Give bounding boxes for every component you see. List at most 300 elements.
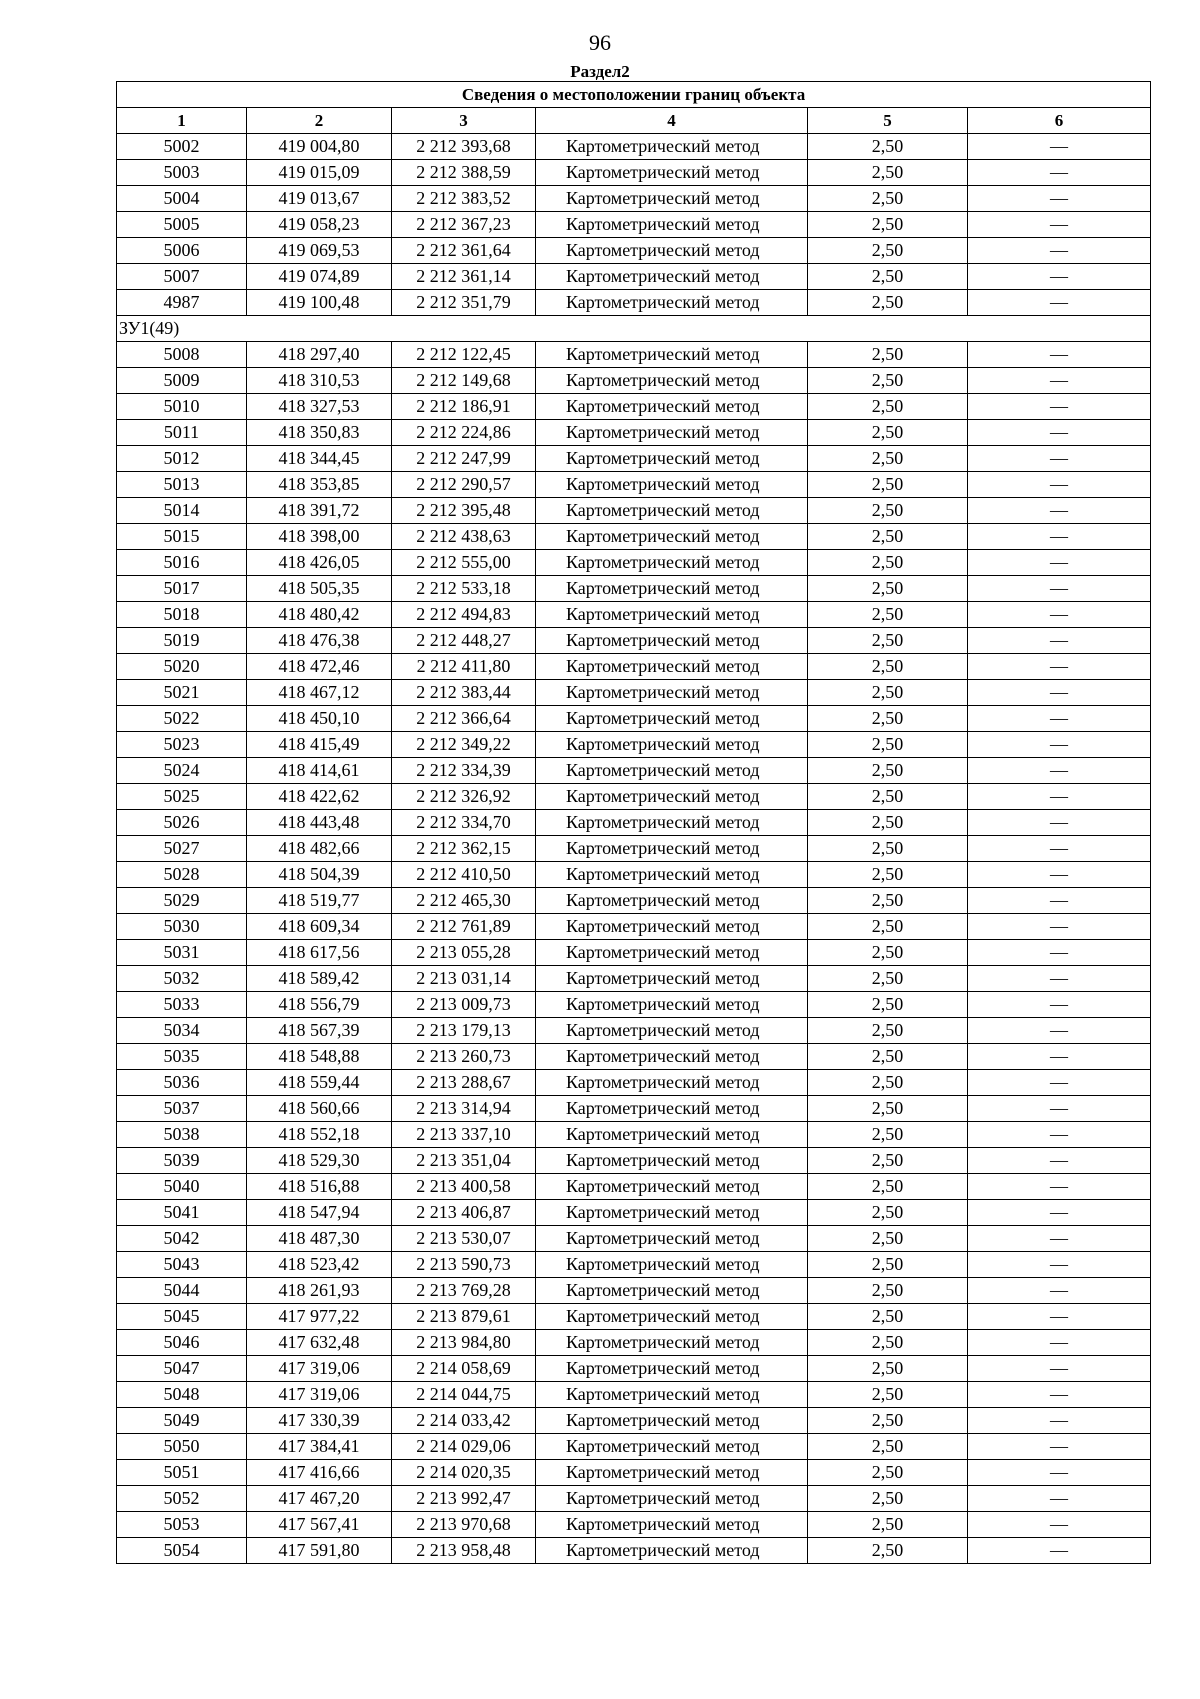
method-cell: Картометрический метод	[536, 1434, 808, 1460]
y-coordinate-cell: 2 212 383,44	[392, 680, 536, 706]
precision-cell: 2,50	[808, 394, 968, 420]
x-coordinate-cell: 418 480,42	[247, 602, 392, 628]
point-number-cell: 5042	[117, 1226, 247, 1252]
y-coordinate-cell: 2 213 769,28	[392, 1278, 536, 1304]
y-coordinate-cell: 2 212 367,23	[392, 212, 536, 238]
x-coordinate-cell: 418 505,35	[247, 576, 392, 602]
method-cell: Картометрический метод	[536, 758, 808, 784]
method-cell: Картометрический метод	[536, 1408, 808, 1434]
point-number-cell: 5005	[117, 212, 247, 238]
y-coordinate-cell: 2 213 992,47	[392, 1486, 536, 1512]
point-number-cell: 5020	[117, 654, 247, 680]
y-coordinate-cell: 2 212 494,83	[392, 602, 536, 628]
y-coordinate-cell: 2 214 029,06	[392, 1434, 536, 1460]
point-number-cell: 5002	[117, 134, 247, 160]
description-cell: —	[968, 602, 1151, 628]
table-row	[117, 1200, 1151, 1226]
table-row	[117, 1278, 1151, 1304]
precision-cell: 2,50	[808, 1538, 968, 1564]
description-cell: —	[968, 1434, 1151, 1460]
precision-cell: 2,50	[808, 498, 968, 524]
y-coordinate-cell: 2 212 411,80	[392, 654, 536, 680]
method-cell: Картометрический метод	[536, 654, 808, 680]
precision-cell: 2,50	[808, 1148, 968, 1174]
precision-cell: 2,50	[808, 1408, 968, 1434]
point-number-cell: 5032	[117, 966, 247, 992]
x-coordinate-cell: 417 591,80	[247, 1538, 392, 1564]
method-cell: Картометрический метод	[536, 1486, 808, 1512]
point-number-cell: 5003	[117, 160, 247, 186]
description-cell: —	[968, 1148, 1151, 1174]
precision-cell: 2,50	[808, 290, 968, 316]
table-row	[117, 342, 1151, 368]
y-coordinate-cell: 2 212 395,48	[392, 498, 536, 524]
method-cell: Картометрический метод	[536, 1174, 808, 1200]
x-coordinate-cell: 418 519,77	[247, 888, 392, 914]
y-coordinate-cell: 2 212 149,68	[392, 368, 536, 394]
y-coordinate-cell: 2 213 406,87	[392, 1200, 536, 1226]
x-coordinate-cell: 418 552,18	[247, 1122, 392, 1148]
method-cell: Картометрический метод	[536, 1148, 808, 1174]
description-cell: —	[968, 498, 1151, 524]
table-row	[117, 1512, 1151, 1538]
group-label: ЗУ1(49)	[117, 316, 1151, 342]
method-cell: Картометрический метод	[536, 1538, 808, 1564]
point-number-cell: 5038	[117, 1122, 247, 1148]
method-cell: Картометрический метод	[536, 134, 808, 160]
y-coordinate-cell: 2 214 033,42	[392, 1408, 536, 1434]
x-coordinate-cell: 417 632,48	[247, 1330, 392, 1356]
table-row	[117, 1096, 1151, 1122]
x-coordinate-cell: 418 523,42	[247, 1252, 392, 1278]
x-coordinate-cell: 418 350,83	[247, 420, 392, 446]
description-cell: —	[968, 1096, 1151, 1122]
precision-cell: 2,50	[808, 1070, 968, 1096]
precision-cell: 2,50	[808, 1330, 968, 1356]
coordinates-table	[116, 81, 1151, 1564]
table-row	[117, 1460, 1151, 1486]
method-cell: Картометрический метод	[536, 940, 808, 966]
table-caption-row	[117, 82, 1151, 108]
x-coordinate-cell: 418 297,40	[247, 342, 392, 368]
table-row	[117, 550, 1151, 576]
table-row	[117, 238, 1151, 264]
x-coordinate-cell: 419 069,53	[247, 238, 392, 264]
table-row	[117, 134, 1151, 160]
x-coordinate-cell: 418 476,38	[247, 628, 392, 654]
description-cell: —	[968, 1460, 1151, 1486]
table-row	[117, 1122, 1151, 1148]
point-number-cell: 5023	[117, 732, 247, 758]
method-cell: Картометрический метод	[536, 1044, 808, 1070]
point-number-cell: 5015	[117, 524, 247, 550]
precision-cell: 2,50	[808, 186, 968, 212]
table-row	[117, 888, 1151, 914]
description-cell: —	[968, 1512, 1151, 1538]
method-cell: Картометрический метод	[536, 1252, 808, 1278]
precision-cell: 2,50	[808, 238, 968, 264]
y-coordinate-cell: 2 213 400,58	[392, 1174, 536, 1200]
description-cell: —	[968, 1486, 1151, 1512]
x-coordinate-cell: 418 516,88	[247, 1174, 392, 1200]
description-cell: —	[968, 1538, 1151, 1564]
x-coordinate-cell: 417 567,41	[247, 1512, 392, 1538]
method-cell: Картометрический метод	[536, 1460, 808, 1486]
table-row	[117, 160, 1151, 186]
x-coordinate-cell: 418 450,10	[247, 706, 392, 732]
description-cell: —	[968, 524, 1151, 550]
point-number-cell: 5007	[117, 264, 247, 290]
precision-cell: 2,50	[808, 264, 968, 290]
table-row	[117, 1044, 1151, 1070]
y-coordinate-cell: 2 213 179,13	[392, 1018, 536, 1044]
y-coordinate-cell: 2 212 448,27	[392, 628, 536, 654]
description-cell: —	[968, 1382, 1151, 1408]
precision-cell: 2,50	[808, 420, 968, 446]
y-coordinate-cell: 2 212 362,15	[392, 836, 536, 862]
description-cell: —	[968, 1070, 1151, 1096]
y-coordinate-cell: 2 212 361,64	[392, 238, 536, 264]
precision-cell: 2,50	[808, 1122, 968, 1148]
table-row	[117, 1018, 1151, 1044]
table-row	[117, 498, 1151, 524]
x-coordinate-cell: 418 560,66	[247, 1096, 392, 1122]
description-cell: —	[968, 758, 1151, 784]
description-cell: —	[968, 134, 1151, 160]
x-coordinate-cell: 418 414,61	[247, 758, 392, 784]
table-row	[117, 576, 1151, 602]
point-number-cell: 5046	[117, 1330, 247, 1356]
x-coordinate-cell: 418 344,45	[247, 446, 392, 472]
description-cell: —	[968, 1252, 1151, 1278]
precision-cell: 2,50	[808, 836, 968, 862]
point-number-cell: 5018	[117, 602, 247, 628]
x-coordinate-cell: 418 487,30	[247, 1226, 392, 1252]
table-row	[117, 1070, 1151, 1096]
x-coordinate-cell: 417 416,66	[247, 1460, 392, 1486]
x-coordinate-cell: 418 398,00	[247, 524, 392, 550]
table-row	[117, 1330, 1151, 1356]
y-coordinate-cell: 2 212 465,30	[392, 888, 536, 914]
table-row	[117, 1408, 1151, 1434]
description-cell: —	[968, 706, 1151, 732]
y-coordinate-cell: 2 213 055,28	[392, 940, 536, 966]
precision-cell: 2,50	[808, 1018, 968, 1044]
method-cell: Картометрический метод	[536, 1382, 808, 1408]
method-cell: Картометрический метод	[536, 1122, 808, 1148]
precision-cell: 2,50	[808, 472, 968, 498]
table-row	[117, 1148, 1151, 1174]
table-row	[117, 1538, 1151, 1564]
method-cell: Картометрический метод	[536, 342, 808, 368]
table-row	[117, 940, 1151, 966]
point-number-cell: 5022	[117, 706, 247, 732]
table-row	[117, 1486, 1151, 1512]
point-number-cell: 5049	[117, 1408, 247, 1434]
table-row	[117, 706, 1151, 732]
x-coordinate-cell: 417 977,22	[247, 1304, 392, 1330]
method-cell: Картометрический метод	[536, 992, 808, 1018]
description-cell: —	[968, 368, 1151, 394]
method-cell: Картометрический метод	[536, 394, 808, 420]
y-coordinate-cell: 2 213 958,48	[392, 1538, 536, 1564]
y-coordinate-cell: 2 214 020,35	[392, 1460, 536, 1486]
description-cell: —	[968, 628, 1151, 654]
y-coordinate-cell: 2 212 334,39	[392, 758, 536, 784]
precision-cell: 2,50	[808, 134, 968, 160]
precision-cell: 2,50	[808, 810, 968, 836]
point-number-cell: 5052	[117, 1486, 247, 1512]
description-cell: —	[968, 186, 1151, 212]
method-cell: Картометрический метод	[536, 498, 808, 524]
point-number-cell: 5004	[117, 186, 247, 212]
y-coordinate-cell: 2 213 879,61	[392, 1304, 536, 1330]
description-cell: —	[968, 160, 1151, 186]
method-cell: Картометрический метод	[536, 602, 808, 628]
x-coordinate-cell: 417 384,41	[247, 1434, 392, 1460]
point-number-cell: 5025	[117, 784, 247, 810]
x-coordinate-cell: 418 353,85	[247, 472, 392, 498]
precision-cell: 2,50	[808, 654, 968, 680]
point-number-cell: 5016	[117, 550, 247, 576]
method-cell: Картометрический метод	[536, 1226, 808, 1252]
method-cell: Картометрический метод	[536, 290, 808, 316]
y-coordinate-cell: 2 212 290,57	[392, 472, 536, 498]
y-coordinate-cell: 2 213 984,80	[392, 1330, 536, 1356]
description-cell: —	[968, 836, 1151, 862]
table-row	[117, 628, 1151, 654]
precision-cell: 2,50	[808, 732, 968, 758]
description-cell: —	[968, 472, 1151, 498]
method-cell: Картометрический метод	[536, 680, 808, 706]
method-cell: Картометрический метод	[536, 576, 808, 602]
x-coordinate-cell: 417 319,06	[247, 1356, 392, 1382]
table-row	[117, 1174, 1151, 1200]
point-number-cell: 5051	[117, 1460, 247, 1486]
method-cell: Картометрический метод	[536, 446, 808, 472]
x-coordinate-cell: 417 467,20	[247, 1486, 392, 1512]
section-title: Раздел2	[570, 62, 630, 81]
description-cell: —	[968, 1122, 1151, 1148]
description-cell: —	[968, 550, 1151, 576]
y-coordinate-cell: 2 214 044,75	[392, 1382, 536, 1408]
x-coordinate-cell: 419 013,67	[247, 186, 392, 212]
x-coordinate-cell: 418 391,72	[247, 498, 392, 524]
point-number-cell: 5024	[117, 758, 247, 784]
y-coordinate-cell: 2 212 186,91	[392, 394, 536, 420]
description-cell: —	[968, 264, 1151, 290]
point-number-cell: 5034	[117, 1018, 247, 1044]
x-coordinate-cell: 417 319,06	[247, 1382, 392, 1408]
precision-cell: 2,50	[808, 1044, 968, 1070]
y-coordinate-cell: 2 214 058,69	[392, 1356, 536, 1382]
table-row	[117, 472, 1151, 498]
table-row	[117, 1226, 1151, 1252]
y-coordinate-cell: 2 213 590,73	[392, 1252, 536, 1278]
y-coordinate-cell: 2 213 351,04	[392, 1148, 536, 1174]
table-row	[117, 394, 1151, 420]
method-cell: Картометрический метод	[536, 1200, 808, 1226]
point-number-cell: 5037	[117, 1096, 247, 1122]
point-number-cell: 5028	[117, 862, 247, 888]
y-coordinate-cell: 2 212 438,63	[392, 524, 536, 550]
precision-cell: 2,50	[808, 680, 968, 706]
table-row	[117, 264, 1151, 290]
y-coordinate-cell: 2 212 383,52	[392, 186, 536, 212]
point-number-cell: 5040	[117, 1174, 247, 1200]
x-coordinate-cell: 418 529,30	[247, 1148, 392, 1174]
point-number-cell: 5041	[117, 1200, 247, 1226]
table-body	[117, 82, 1151, 1564]
table-row	[117, 732, 1151, 758]
point-number-cell: 5044	[117, 1278, 247, 1304]
y-coordinate-cell: 2 213 288,67	[392, 1070, 536, 1096]
description-cell: —	[968, 784, 1151, 810]
description-cell: —	[968, 1356, 1151, 1382]
y-coordinate-cell: 2 213 260,73	[392, 1044, 536, 1070]
point-number-cell: 5047	[117, 1356, 247, 1382]
point-number-cell: 5029	[117, 888, 247, 914]
precision-cell: 2,50	[808, 1096, 968, 1122]
precision-cell: 2,50	[808, 966, 968, 992]
y-coordinate-cell: 2 212 351,79	[392, 290, 536, 316]
point-number-cell: 5009	[117, 368, 247, 394]
x-coordinate-cell: 418 467,12	[247, 680, 392, 706]
table-row	[117, 1304, 1151, 1330]
header-cell: 3	[392, 108, 536, 134]
y-coordinate-cell: 2 212 334,70	[392, 810, 536, 836]
y-coordinate-cell: 2 212 761,89	[392, 914, 536, 940]
method-cell: Картометрический метод	[536, 1070, 808, 1096]
y-coordinate-cell: 2 212 349,22	[392, 732, 536, 758]
y-coordinate-cell: 2 212 224,86	[392, 420, 536, 446]
y-coordinate-cell: 2 212 533,18	[392, 576, 536, 602]
point-number-cell: 5048	[117, 1382, 247, 1408]
y-coordinate-cell: 2 212 122,45	[392, 342, 536, 368]
description-cell: —	[968, 654, 1151, 680]
description-cell: —	[968, 1018, 1151, 1044]
table-header-row	[117, 108, 1151, 134]
x-coordinate-cell: 418 482,66	[247, 836, 392, 862]
point-number-cell: 5045	[117, 1304, 247, 1330]
description-cell: —	[968, 966, 1151, 992]
precision-cell: 2,50	[808, 862, 968, 888]
point-number-cell: 5013	[117, 472, 247, 498]
description-cell: —	[968, 1226, 1151, 1252]
precision-cell: 2,50	[808, 576, 968, 602]
description-cell: —	[968, 992, 1151, 1018]
description-cell: —	[968, 342, 1151, 368]
table-row	[117, 186, 1151, 212]
precision-cell: 2,50	[808, 342, 968, 368]
method-cell: Картометрический метод	[536, 1330, 808, 1356]
description-cell: —	[968, 940, 1151, 966]
precision-cell: 2,50	[808, 1512, 968, 1538]
point-number-cell: 5027	[117, 836, 247, 862]
point-number-cell: 5039	[117, 1148, 247, 1174]
description-cell: —	[968, 1408, 1151, 1434]
precision-cell: 2,50	[808, 446, 968, 472]
precision-cell: 2,50	[808, 524, 968, 550]
description-cell: —	[968, 394, 1151, 420]
method-cell: Картометрический метод	[536, 420, 808, 446]
table-row	[117, 1382, 1151, 1408]
precision-cell: 2,50	[808, 992, 968, 1018]
method-cell: Картометрический метод	[536, 160, 808, 186]
method-cell: Картометрический метод	[536, 1096, 808, 1122]
method-cell: Картометрический метод	[536, 264, 808, 290]
description-cell: —	[968, 238, 1151, 264]
table-row	[117, 836, 1151, 862]
description-cell: —	[968, 914, 1151, 940]
description-cell: —	[968, 1044, 1151, 1070]
precision-cell: 2,50	[808, 1252, 968, 1278]
method-cell: Картометрический метод	[536, 524, 808, 550]
point-number-cell: 5021	[117, 680, 247, 706]
method-cell: Картометрический метод	[536, 784, 808, 810]
table-row	[117, 966, 1151, 992]
point-number-cell: 5031	[117, 940, 247, 966]
x-coordinate-cell: 418 504,39	[247, 862, 392, 888]
method-cell: Картометрический метод	[536, 472, 808, 498]
x-coordinate-cell: 418 472,46	[247, 654, 392, 680]
x-coordinate-cell: 418 589,42	[247, 966, 392, 992]
method-cell: Картометрический метод	[536, 1304, 808, 1330]
precision-cell: 2,50	[808, 1460, 968, 1486]
y-coordinate-cell: 2 212 247,99	[392, 446, 536, 472]
method-cell: Картометрический метод	[536, 238, 808, 264]
y-coordinate-cell: 2 212 326,92	[392, 784, 536, 810]
header-cell: 6	[968, 108, 1151, 134]
table-row	[117, 420, 1151, 446]
point-number-cell: 5053	[117, 1512, 247, 1538]
precision-cell: 2,50	[808, 1382, 968, 1408]
table-row	[117, 810, 1151, 836]
x-coordinate-cell: 418 415,49	[247, 732, 392, 758]
description-cell: —	[968, 810, 1151, 836]
method-cell: Картометрический метод	[536, 1278, 808, 1304]
method-cell: Картометрический метод	[536, 628, 808, 654]
point-number-cell: 5033	[117, 992, 247, 1018]
y-coordinate-cell: 2 212 361,14	[392, 264, 536, 290]
table-row	[117, 446, 1151, 472]
x-coordinate-cell: 418 548,88	[247, 1044, 392, 1070]
description-cell: —	[968, 888, 1151, 914]
point-number-cell: 5030	[117, 914, 247, 940]
table-row	[117, 1252, 1151, 1278]
x-coordinate-cell: 418 443,48	[247, 810, 392, 836]
x-coordinate-cell: 418 422,62	[247, 784, 392, 810]
header-cell: 1	[117, 108, 247, 134]
description-cell: —	[968, 1304, 1151, 1330]
precision-cell: 2,50	[808, 1200, 968, 1226]
x-coordinate-cell: 419 004,80	[247, 134, 392, 160]
x-coordinate-cell: 418 426,05	[247, 550, 392, 576]
method-cell: Картометрический метод	[536, 1512, 808, 1538]
x-coordinate-cell: 418 617,56	[247, 940, 392, 966]
precision-cell: 2,50	[808, 1226, 968, 1252]
method-cell: Картометрический метод	[536, 862, 808, 888]
method-cell: Картометрический метод	[536, 1356, 808, 1382]
x-coordinate-cell: 419 058,23	[247, 212, 392, 238]
table-row	[117, 992, 1151, 1018]
description-cell: —	[968, 680, 1151, 706]
point-number-cell: 5014	[117, 498, 247, 524]
y-coordinate-cell: 2 212 393,68	[392, 134, 536, 160]
description-cell: —	[968, 1200, 1151, 1226]
precision-cell: 2,50	[808, 784, 968, 810]
y-coordinate-cell: 2 213 970,68	[392, 1512, 536, 1538]
